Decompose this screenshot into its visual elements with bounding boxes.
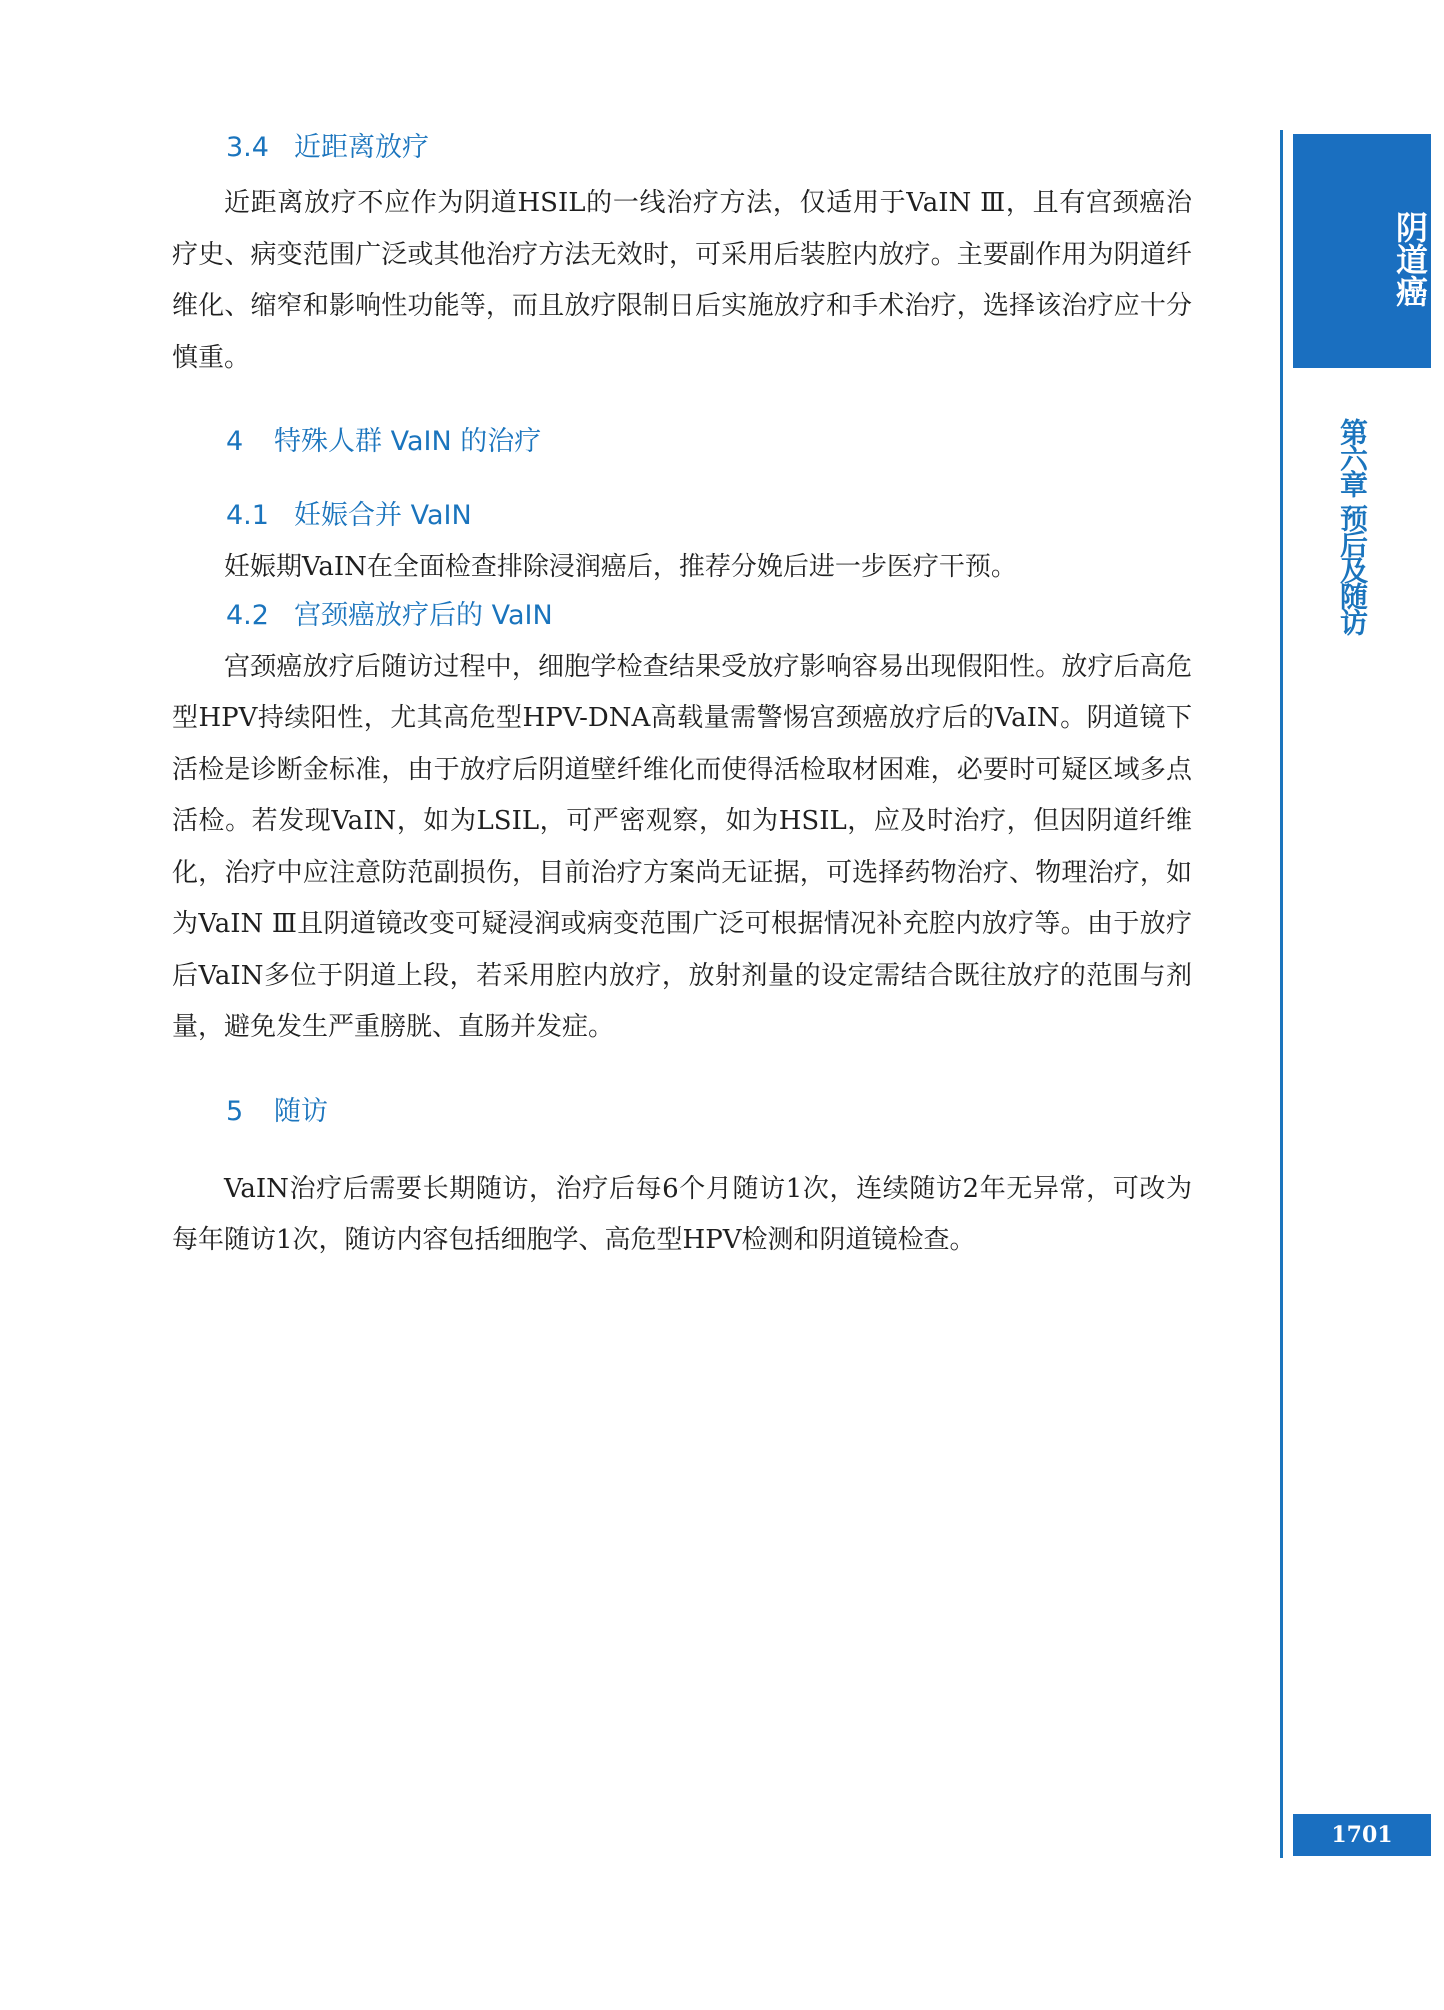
paragraph-post-radiotherapy: 宫颈癌放疗后随访过程中，细胞学检查结果受放疗影响容易出现假阳性。放疗后高危型HPV持续阳性，尤其高危型HPV-DNA高载量需警惕宫颈癌放疗后的VaIN。阴道镜下活检是诊断金标准，由于放疗后阴道壁纤维化而使得活检取材困难，必要时可疑区域多点活检。若发现VaIN，如为LSIL，可严密观察，如为HSIL，应及时治疗，但因阴道纤维化，治疗中应注意防范副损伤，目前治疗方案尚无证据，可选择药物治疗、物理治疗，如为VaIN Ⅲ且阴道镜改变可疑浸润或病变范围广泛可根据情况补充腔内放疗等。由于放疗后VaIN多位于阴道上段，若采用腔内放疗，放射剂量的设定需结合既往放疗的范围与剂量，避免发生严重膀胱、直肠并发症。 — [172, 651, 1192, 1042]
chapter-tab-label: 阴道癌 — [1391, 211, 1429, 307]
section-title: 宫颈癌放疗后的 VaIN — [294, 599, 553, 631]
section-heading-4 — [226, 422, 1192, 462]
main-content — [172, 128, 1192, 1267]
section-number: 4.1 — [226, 500, 269, 531]
chapter-title-vertical: 第六章 预后及随访 — [1336, 418, 1369, 634]
section-title: 近距离放疗 — [294, 132, 429, 163]
section-title: 随访 — [274, 1095, 328, 1127]
paragraph-brachytherapy: 近距离放疗不应作为阴道HSIL的一线治疗方法，仅适用于VaIN Ⅲ，且有宫颈癌治疗史、病变范围广泛或其他治疗方法无效时，可采用后装腔内放疗。主要副作用为阴道纤维化、缩窄和影响性功能等，而且放疗限制日后实施放疗和手术治疗，选择该治疗应十分慎重。 — [172, 188, 1192, 373]
section-heading-4-1 — [226, 496, 1192, 536]
section-heading-5 — [226, 1092, 1192, 1132]
section-heading-4-2 — [226, 596, 1192, 636]
section-number: 5 — [226, 1095, 244, 1127]
section-heading-3-4 — [226, 128, 1192, 168]
margin-divider-line — [1280, 130, 1283, 1858]
section-number: 4.2 — [226, 599, 269, 631]
page-number: 1701 — [1331, 1822, 1393, 1848]
section-number: 4 — [226, 426, 244, 457]
section-title: 特殊人群 VaIN 的治疗 — [274, 426, 542, 457]
paragraph-follow-up: VaIN治疗后需要长期随访，治疗后每6个月随访1次，连续随访2年无异常，可改为每年随访1次，随访内容包括细胞学、高危型HPV检测和阴道镜检查。 — [172, 1173, 1192, 1255]
page-number-box — [1293, 1814, 1431, 1856]
chapter-tab — [1293, 134, 1431, 368]
section-number: 3.4 — [226, 132, 269, 163]
paragraph-pregnancy: 妊娠期VaIN在全面检查排除浸润癌后，推荐分娩后进一步医疗干预。 — [224, 552, 1017, 582]
section-title: 妊娠合并 VaIN — [294, 500, 472, 531]
